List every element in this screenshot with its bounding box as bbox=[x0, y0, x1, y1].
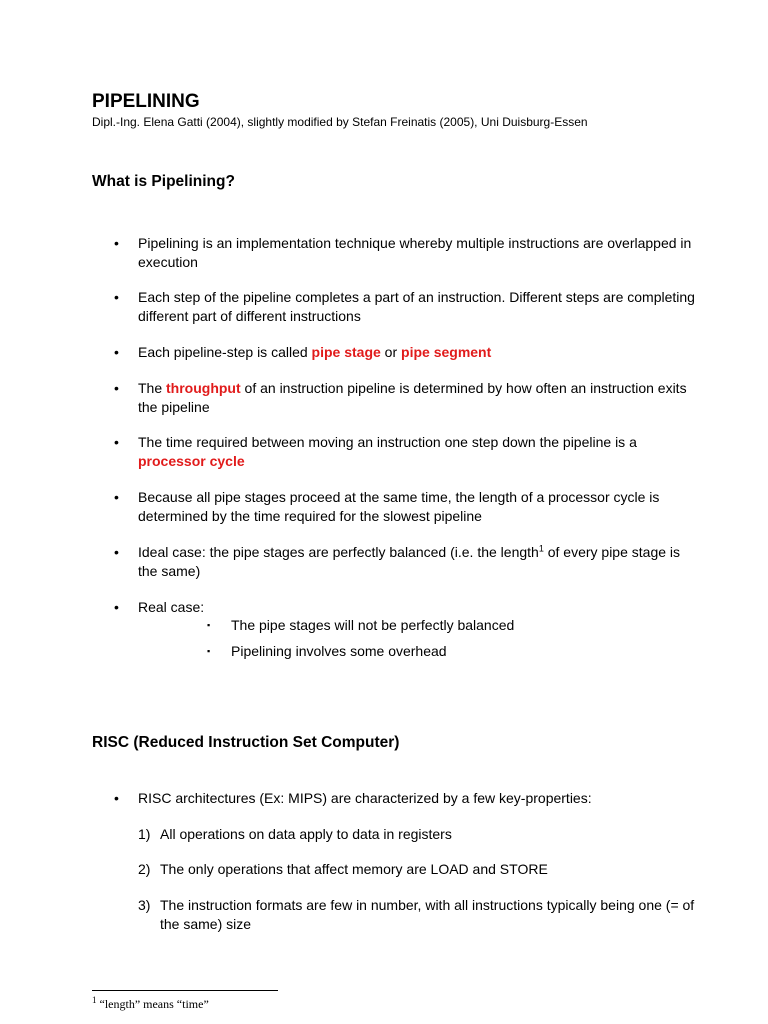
sub-bullet-marker: ▪ bbox=[207, 646, 211, 656]
term-throughput: throughput bbox=[166, 380, 241, 396]
sub-bullet-marker: ▪ bbox=[207, 620, 211, 630]
bullet-text: Each step of the pipeline completes a part of an instruction. Different steps are completing different part of different instructions bbox=[138, 289, 695, 324]
sub-bullet-text: The pipe stages will not be perfectly balanced bbox=[231, 617, 515, 633]
list-item-text: The instruction formats are few in number, with all instructions typically being one (= of the same) size bbox=[160, 897, 695, 932]
bullet-marker: • bbox=[114, 380, 119, 396]
footnote-text: “length” means “time” bbox=[96, 997, 209, 1011]
footnote-mark: 1 bbox=[92, 995, 97, 1005]
sub-bullet-text: Pipelining involves some overhead bbox=[231, 643, 447, 659]
list-item-text: The only operations that affect memory are LOAD and STORE bbox=[160, 861, 548, 877]
bullet-text: The throughput of an instruction pipeline is determined by how often an instruction exits the pipeline bbox=[138, 380, 687, 415]
section-heading-what-is-pipelining: What is Pipelining? bbox=[92, 173, 235, 190]
bullet-text: Ideal case: the pipe stages are perfectly balanced (i.e. the length$^1$ of every pipe stage is the same) bbox=[138, 543, 681, 579]
bullet-text: Because all pipe stages proceed at the same time, the length of a processor cycle is determined by the time required for the slowest pipeline bbox=[138, 489, 660, 524]
list-item-text: All operations on data apply to data in registers bbox=[160, 826, 452, 842]
bullet-marker: • bbox=[114, 790, 119, 806]
bullet-marker: • bbox=[114, 344, 119, 360]
footnote-separator bbox=[92, 990, 278, 991]
term-pipe-stage: pipe stage bbox=[311, 344, 381, 360]
list-number: 1) bbox=[138, 826, 151, 842]
bullet-text: Each pipeline-step is called pipe stage or pipe segment bbox=[138, 344, 492, 360]
bullet-text: RISC architectures (Ex: MIPS) are characterized by a few key-properties: bbox=[138, 790, 592, 806]
bullet-marker: • bbox=[114, 599, 119, 615]
term-processor-cycle: processor cycle bbox=[138, 453, 245, 469]
author-byline: Dipl.-Ing. Elena Gatti (2004), slightly modified by Stefan Freinatis (2005), Uni Duisburg-Essen bbox=[92, 115, 588, 129]
bullet-text: Real case: bbox=[138, 599, 205, 615]
list-number: 2) bbox=[138, 861, 151, 877]
page-title: PIPELINING bbox=[92, 91, 200, 112]
bullet-text: The time required between moving an instruction one step down the pipeline is a processor cycle bbox=[138, 434, 637, 469]
footnote-ref: 1 bbox=[538, 543, 544, 554]
bullet-marker: • bbox=[114, 235, 119, 251]
term-pipe-segment: pipe segment bbox=[401, 344, 492, 360]
bullet-marker: • bbox=[114, 434, 119, 450]
bullet-marker: • bbox=[114, 544, 119, 560]
footnote bbox=[92, 996, 209, 1012]
section-heading-risc: RISC (Reduced Instruction Set Computer) bbox=[92, 734, 400, 751]
list-number: 3) bbox=[138, 897, 151, 913]
bullet-marker: • bbox=[114, 289, 119, 305]
bullet-marker: • bbox=[114, 489, 119, 505]
bullet-text: Pipelining is an implementation technique whereby multiple instructions are overlapped in execution bbox=[138, 235, 692, 270]
